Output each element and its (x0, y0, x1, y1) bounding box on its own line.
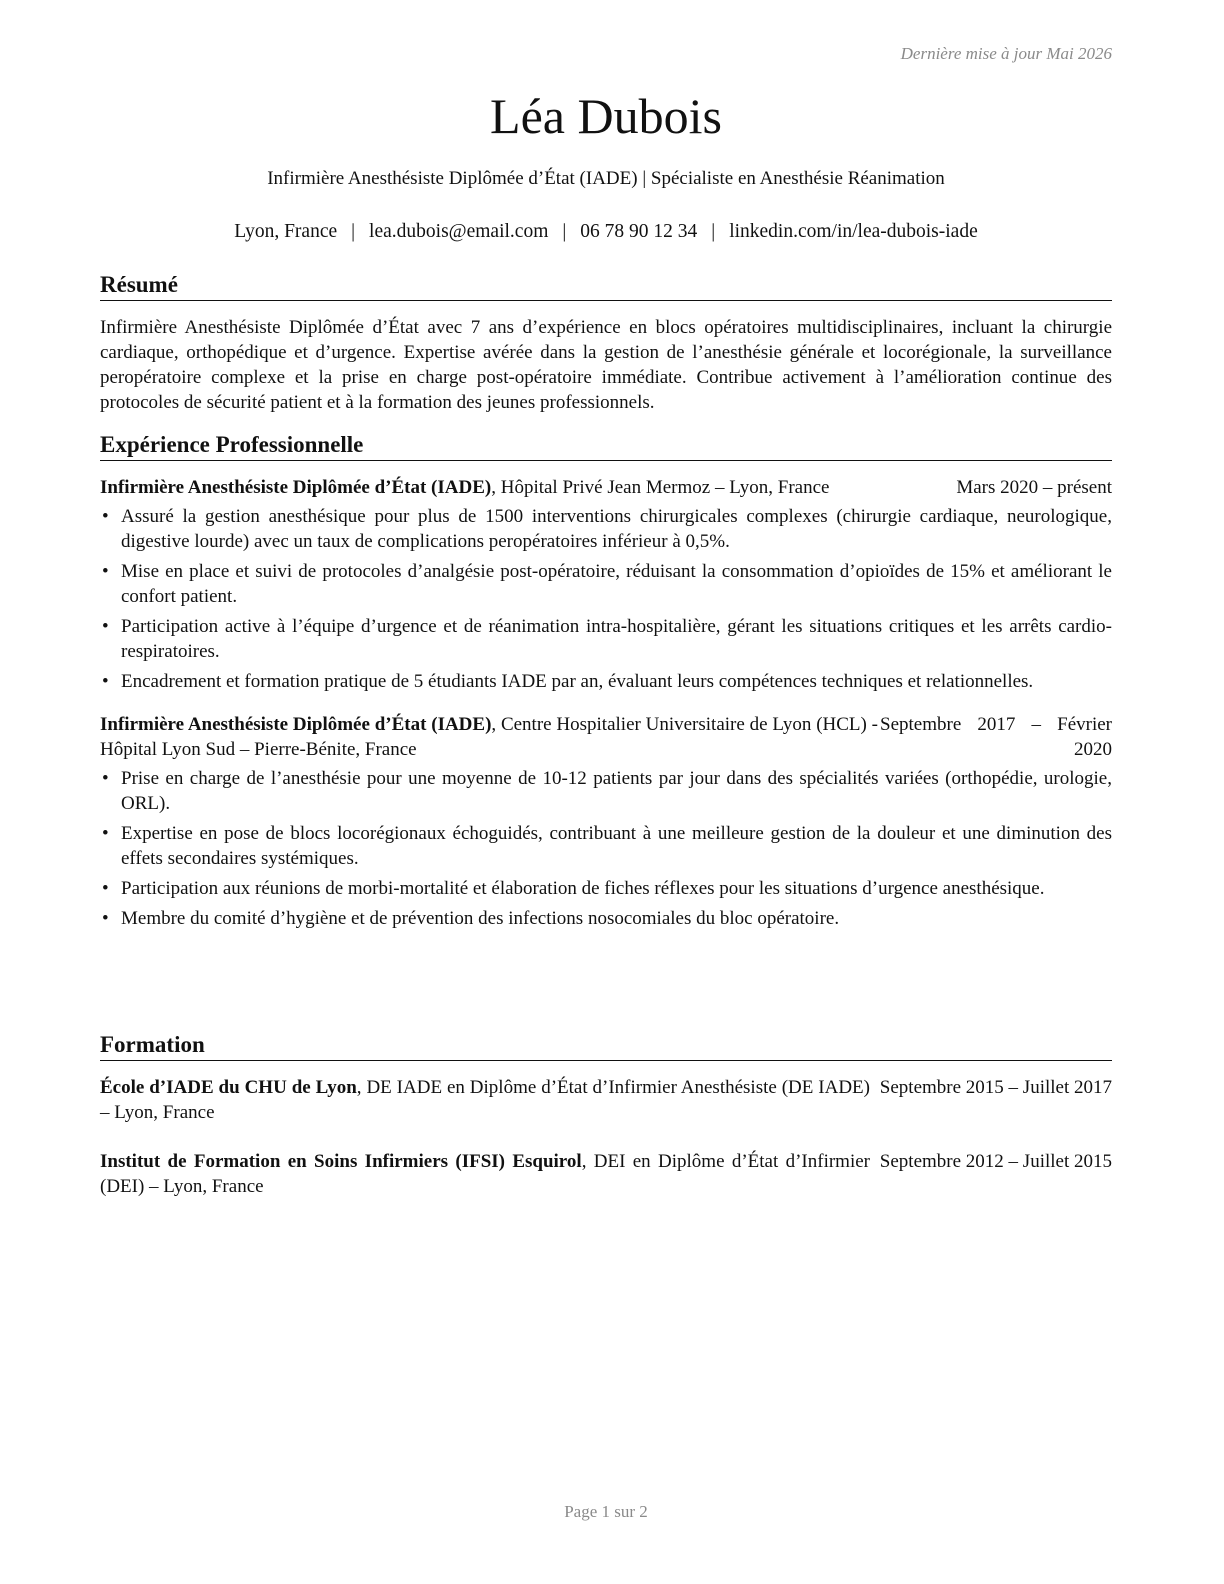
summary-section (100, 271, 1112, 415)
page-number: Page 1 sur 2 (564, 1502, 648, 1521)
contact-separator: | (562, 221, 567, 242)
education-header (100, 1149, 1112, 1199)
contact-linkedin[interactable]: linkedin.com/in/lea-dubois-iade (729, 221, 978, 242)
summary-title: Résumé (100, 271, 1112, 301)
job-dates: Mars 2020 – présent (956, 477, 1112, 498)
education-title-line (100, 1075, 870, 1125)
education-entry (100, 1149, 1112, 1199)
candidate-tagline: Infirmière Anesthésiste Diplômée d’État (IADE) | Spécialiste en Anesthésie Réanimation (267, 168, 945, 189)
bullet-text: Participation aux réunions de morbi-mortalité et élaboration de fiches réflexes pour les situations d’urgence anesthésique. (121, 878, 1045, 899)
education-details: , DEI en Diplôme d’État d’Infirmier (DEI) – Lyon, France (100, 1151, 870, 1197)
list-item (100, 906, 1112, 931)
bullet-text: Participation active à l’équipe d’urgence et de réanimation intra-hospitalière, gérant les situations critiques et les arrêts cardio-respiratoires. (121, 616, 1112, 662)
job-dates: Septembre 2017 – Février 2020 (880, 714, 1112, 760)
bullet-text: Membre du comité d’hygiène et de prévention des infections nosocomiales du bloc opératoire. (121, 908, 840, 929)
education-school: École d’IADE du CHU de Lyon (100, 1077, 357, 1098)
bullet-icon: • (102, 506, 109, 527)
bullet-text: Prise en charge de l’anesthésie pour une moyenne de 10-12 patients par jour dans des spécialités variées (orthopédie, urologie, ORL). (121, 768, 1112, 814)
job-entry (100, 712, 1112, 931)
bullet-text: Assuré la gestion anesthésique pour plus de 1500 interventions chirurgicales complexes (chirurgie cardiaque, neurologique, digestive lourde) avec un taux de complications peropératoires inférieur à 0,5%. (121, 506, 1112, 552)
bullet-icon: • (102, 878, 109, 899)
education-section (100, 1031, 1112, 1199)
list-item (100, 876, 1112, 901)
job-bullets (100, 504, 1112, 694)
experience-section (100, 431, 1112, 936)
bullet-text: Expertise en pose de blocs locorégionaux échoguidés, contribuant à une meilleure gestion de la douleur et une diminution des effets secondaires systémiques. (121, 823, 1112, 869)
bullet-text: Mise en place et suivi de protocoles d’analgésie post-opératoire, réduisant la consommation d’opioïdes de 15% et améliorant le confort patient. (121, 561, 1112, 607)
education-details: , DE IADE en Diplôme d’État d’Infirmier Anesthésiste (DE IADE) – Lyon, France (100, 1077, 870, 1123)
contact-separator: | (351, 221, 356, 242)
education-entry (100, 1075, 1112, 1125)
job-organization: , Hôpital Privé Jean Mermoz – Lyon, France (491, 477, 830, 498)
contact-line (0, 219, 1212, 245)
contact-separator: | (711, 221, 716, 242)
bullet-icon: • (102, 823, 109, 844)
job-role: Infirmière Anesthésiste Diplômée d’État (IADE) (100, 714, 492, 735)
list-item (100, 559, 1112, 609)
job-title-line (100, 712, 878, 762)
list-item (100, 669, 1112, 694)
contact-email[interactable]: lea.dubois@email.com (369, 221, 549, 242)
job-entry (100, 475, 1112, 694)
job-bullets (100, 766, 1112, 931)
job-role: Infirmière Anesthésiste Diplômée d’État (IADE) (100, 477, 492, 498)
candidate-name: Léa Dubois (490, 88, 722, 144)
education-title-line (100, 1149, 870, 1199)
job-title-line (100, 475, 890, 500)
summary-text: Infirmière Anesthésiste Diplômée d’État avec 7 ans d’expérience en blocs opératoires multidisciplinaires, incluant la chirurgie cardiaque, orthopédique et d’urgence. Expertise avérée dans la gestion de l’anesthésie générale et locorégionale, la surveillance peropératoire complexe et la prise en charge post-opératoire immédiate. Contribue activement à l’amélioration continue des protocoles de sécurité patient et à la formation des jeunes professionnels. (100, 317, 1112, 413)
bullet-icon: • (102, 908, 109, 929)
list-item (100, 504, 1112, 554)
contact-location: Lyon, France (234, 221, 338, 242)
bullet-icon: • (102, 671, 109, 692)
list-item (100, 821, 1112, 871)
bullet-icon: • (102, 768, 109, 789)
bullet-icon: • (102, 616, 109, 637)
contact-phone: 06 78 90 12 34 (580, 221, 698, 242)
education-dates: Septembre 2012 – Juillet 2015 (879, 1151, 1112, 1172)
job-header (100, 475, 1112, 500)
bullet-text: Encadrement et formation pratique de 5 étudiants IADE par an, évaluant leurs compétences techniques et relationnelles. (121, 671, 1034, 692)
bullet-icon: • (102, 561, 109, 582)
job-header (100, 712, 1112, 762)
last-updated-date: Dernière mise à jour Mai 2026 (900, 44, 1112, 63)
experience-title: Expérience Professionnelle (100, 431, 1112, 461)
education-title: Formation (100, 1031, 1112, 1061)
list-item (100, 614, 1112, 664)
list-item (100, 766, 1112, 816)
job-organization: , Centre Hospitalier Universitaire de Lyon (HCL) - Hôpital Lyon Sud – Pierre-Bénite, France (100, 714, 878, 760)
education-school: Institut de Formation en Soins Infirmiers (IFSI) Esquirol (100, 1151, 582, 1172)
education-header (100, 1075, 1112, 1125)
education-dates: Septembre 2015 – Juillet 2017 (879, 1077, 1112, 1098)
